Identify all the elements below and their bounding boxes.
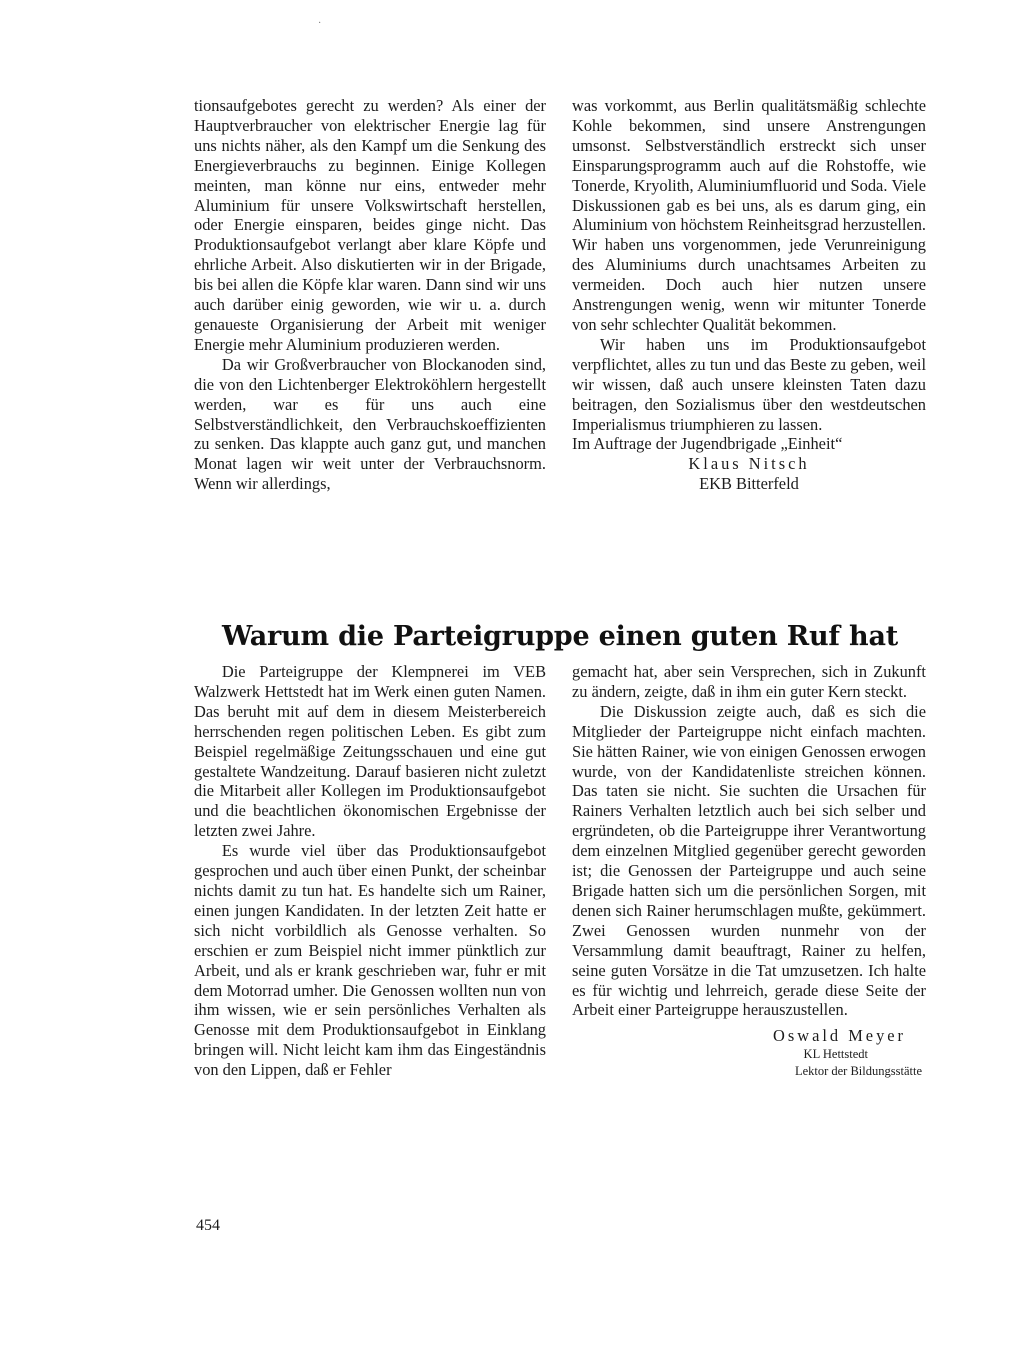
paragraph: Es wurde viel über das Produktionsaufgebot gesprochen und auch über einen Punkt, der scheinbar nichts damit zu tun hat. Es handelte sich um Rainer, einen jungen Kandidaten. In der letzten Zeit hatte er sich nicht vorbildlich als Genosse verhalten. So erschien er zum Beispiel nicht immer pünktlich zur Arbeit, und als er krank geschrieben war, fuhr er mit dem Motorrad umher. Die Genossen wollten nun von ihm wissen, wie er sein persönliches Verhalten als Genosse mit dem Produktionsaufgebot in Einklang bringen will. Nicht leicht kam ihm das Eingeständnis von den Lippen, daß er Fehler — [194, 841, 546, 1080]
article2-headline: Warum die Parteigruppe einen guten Ruf hat — [221, 621, 899, 652]
page-number: 454 — [196, 1217, 220, 1234]
paragraph: tionsaufgebotes gerecht zu werden? Als einer der Hauptverbraucher von elektrischer Energie lag für uns nichts näher, als den Kampf um die Senkung des Energieverbrauchs zu beginnen. Einige Kollegen meinten, man könne nur eins, entweder mehr Aluminium für unsere Volkswirtschaft herstellen, oder Energie einsparen, beides ginge nicht. Das Produktionsaufgebot verlangt aber klare Köpfe und ehrliche Arbeit. Also diskutierten wir in der Brigade, bis bei allen die Köpfe klar waren. Dann sind wir uns auch darüber einig geworden, wie wir u. a. durch genaueste Organisierung der Arbeit mit weniger Energie mehr Aluminium produzieren werden. — [194, 96, 546, 354]
paragraph: Wir haben uns im Produktionsaufgebot verpflichtet, alles zu tun und das Beste zu geben, weil wir wissen, daß auch unsere kleinsten Taten dazu beitragen, den Sozialismus über den westdeutschen Imperialismus triumphieren zu lassen. — [572, 334, 926, 434]
paragraph: gemacht hat, aber sein Versprechen, sich in Zukunft zu ändern, zeigte, daß in ihm ein guter Kern steckt. — [572, 662, 926, 701]
signature-line: Lektor der Bildungsstätte — [794, 1063, 922, 1078]
paragraph: Die Parteigruppe der Klempnerei im VEB Walzwerk Hettstedt hat im Werk einen guten Namen. Das beruht mit auf dem in diesem Meisterbereich herrschenden regen politischen Leben. Es gibt zum Beispiel regelmäßige Zeitungsschauen und eine gut gestaltete Wandzeitung. Darauf basieren nicht zuletzt die Mitarbeit aller Kollegen im Produktionsaufgebot und die beachtlichen ökonomischen Ergebnisse der letzten zwei Jahre. — [194, 662, 546, 841]
signature-lead: Im Auftrage der Jugendbrigade „Einheit“ — [572, 434, 843, 454]
signature-line: KL Hettstedt — [803, 1047, 868, 1062]
signature-org: EKB Bitterfeld — [699, 474, 799, 494]
article2-signature — [572, 1026, 926, 1079]
paragraph: was vorkommt, aus Berlin qualitätsmäßig schlechte Kohle bekommen, sind unsere Anstrengungen umsonst. Selbstverständlich erstreckt sich unser Einsparungsprogramm auch auf die Rohstoffe, wie Tonerde, Kryolith, Aluminiumfluorid und Soda. Viele Diskussionen gab es bei uns, als es darum ging, ein Aluminium von höchstem Reinheitsgrad herzustellen. Wir haben uns vorgenommen, jede Verunreinigung des Aluminiums durch unachtsames Arbeiten zu vermeiden. Doch auch hier nutzen unsere Anstrengungen wenig, wenn wir mitunter Tonerde von sehr schlechter Qualität bekommen. — [572, 96, 926, 334]
signature-name: Klaus Nitsch — [688, 454, 810, 474]
article1-column-right — [572, 96, 926, 494]
article1-signature — [572, 434, 926, 494]
article2-column-right — [572, 662, 926, 1079]
signature-name: Oswald Meyer — [773, 1026, 906, 1046]
article1-column-left — [194, 96, 546, 494]
margin-mark: · — [318, 18, 322, 29]
paragraph: Die Diskussion zeigte auch, daß es sich die Mitglieder der Parteigruppe nicht einfach machten. Sie hätten Rainer, wie von einigen Genossen erwogen wurde, von der Kandidatenliste streichen können. Das taten sie nicht. Sie suchten die Ursachen für Rainers Verhalten letztlich auch bei sich selber und ergründeten, ob die Parteigruppe ihrer Verantwortung dem einzelnen Mitglied gegenüber gerecht geworden ist; die Genossen der Parteigruppe und auch seine Brigade hatten sich um die persönlichen Sorgen, mit denen sich Rainer herumschlagen mußte, gekümmert. Zwei Genossen wurden nunmehr von der Versammlung damit beauftragt, Rainer zu helfen, seine guten Vorsätze in die Tat umzusetzen. Ich halte es für wichtig und lehrreich, gerade diese Seite der Arbeit einer Parteigruppe herauszustellen. — [572, 701, 926, 1020]
article2-column-left — [194, 662, 546, 1080]
paragraph: Da wir Großverbraucher von Blockanoden sind, die von den Lichtenberger Elektroköhlern hergestellt werden, war es für uns auch eine Selbstverständlichkeit, den Verbrauchskoeffizienten zu senken. Das klappte auch ganz gut, und manchen Monat lagen wir weit unter der Verbrauchsnorm. Wenn wir allerdings, — [194, 354, 546, 494]
